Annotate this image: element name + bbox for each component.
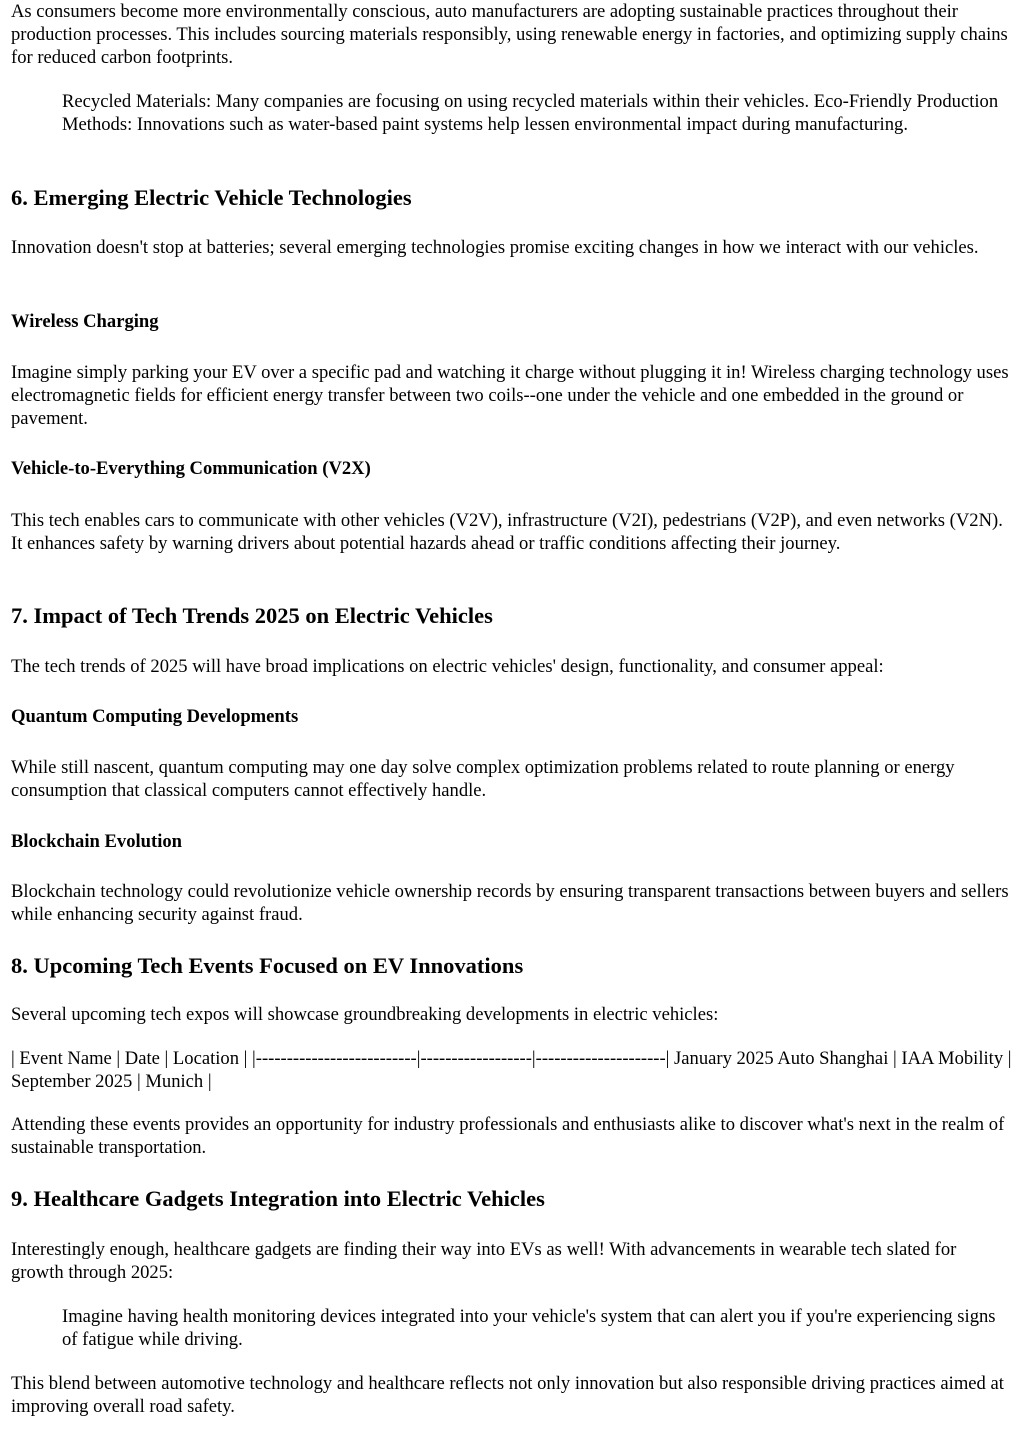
section-7-heading: 7. Impact of Tech Trends 2025 on Electric Vehicles <box>11 603 493 628</box>
wireless-charging-heading: Wireless Charging <box>11 311 159 332</box>
quantum-computing-heading: Quantum Computing Developments <box>11 706 299 727</box>
section-8-intro: Several upcoming tech expos will showcase groundbreaking developments in electric vehicles: <box>11 1004 719 1025</box>
events-table-text: | Event Name | Date | Location | |--------------------------|------------------|---------------------| January 2025 Auto Shanghai | IAA Mobility | September 2025 | Munich | <box>11 1048 1012 1092</box>
section-9-intro: Interestingly enough, healthcare gadgets are finding their way into EVs as well! With advancements in wearable tech slated for growth through 2025: <box>11 1239 957 1283</box>
intro-paragraph: As consumers become more environmentally conscious, auto manufacturers are adopting sustainable practices throughout their production processes. This includes sourcing materials responsibly, using renewable energy in factories, and optimizing supply chains for reduced carbon footprints. <box>11 1 1008 68</box>
blockchain-heading: Blockchain Evolution <box>11 831 183 852</box>
section-9-outro: This blend between automotive technology and healthcare reflects not only innovation but also responsible driving practices aimed at improving overall road safety. <box>11 1373 1004 1417</box>
v2x-heading: Vehicle-to-Everything Communication (V2X) <box>11 458 371 479</box>
v2x-text: This tech enables cars to communicate with other vehicles (V2V), infrastructure (V2I), pedestrians (V2P), and even networks (V2N). It enhances safety by warning drivers about potential hazards ahead or traffic conditions affecting their journey. <box>11 510 1003 554</box>
section-6-heading: 6. Emerging Electric Vehicle Technologies <box>11 185 412 210</box>
blockchain-text: Blockchain technology could revolutionize vehicle ownership records by ensuring transparent transactions between buyers and sellers while enhancing security against fraud. <box>11 881 1009 925</box>
sustainability-quote: Recycled Materials: Many companies are focusing on using recycled materials within their vehicles. Eco-Friendly Production Methods: Innovations such as water-based paint systems help lessen environmental impact during manufacturing. <box>62 91 999 135</box>
section-8-heading: 8. Upcoming Tech Events Focused on EV Innovations <box>11 953 524 978</box>
health-monitoring-quote: Imagine having health monitoring devices integrated into your vehicle's system that can alert you if you're experiencing signs of fatigue while driving. <box>62 1306 996 1350</box>
section-7-intro: The tech trends of 2025 will have broad implications on electric vehicles' design, functionality, and consumer appeal: <box>11 656 884 677</box>
quantum-computing-text: While still nascent, quantum computing may one day solve complex optimization problems related to route planning or energy consumption that classical computers cannot effectively handle. <box>11 757 955 801</box>
section-6-intro: Innovation doesn't stop at batteries; several emerging technologies promise exciting changes in how we interact with our vehicles. <box>11 237 979 258</box>
wireless-charging-text: Imagine simply parking your EV over a specific pad and watching it charge without plugging it in! Wireless charging technology uses electromagnetic fields for efficient energy transfer between two coils--one under the vehicle and one embedded in the ground or pavement. <box>11 362 1009 429</box>
section-8-outro: Attending these events provides an opportunity for industry professionals and enthusiasts alike to discover what's next in the realm of sustainable transportation. <box>11 1114 1005 1158</box>
section-9-heading: 9. Healthcare Gadgets Integration into Electric Vehicles <box>11 1186 545 1211</box>
